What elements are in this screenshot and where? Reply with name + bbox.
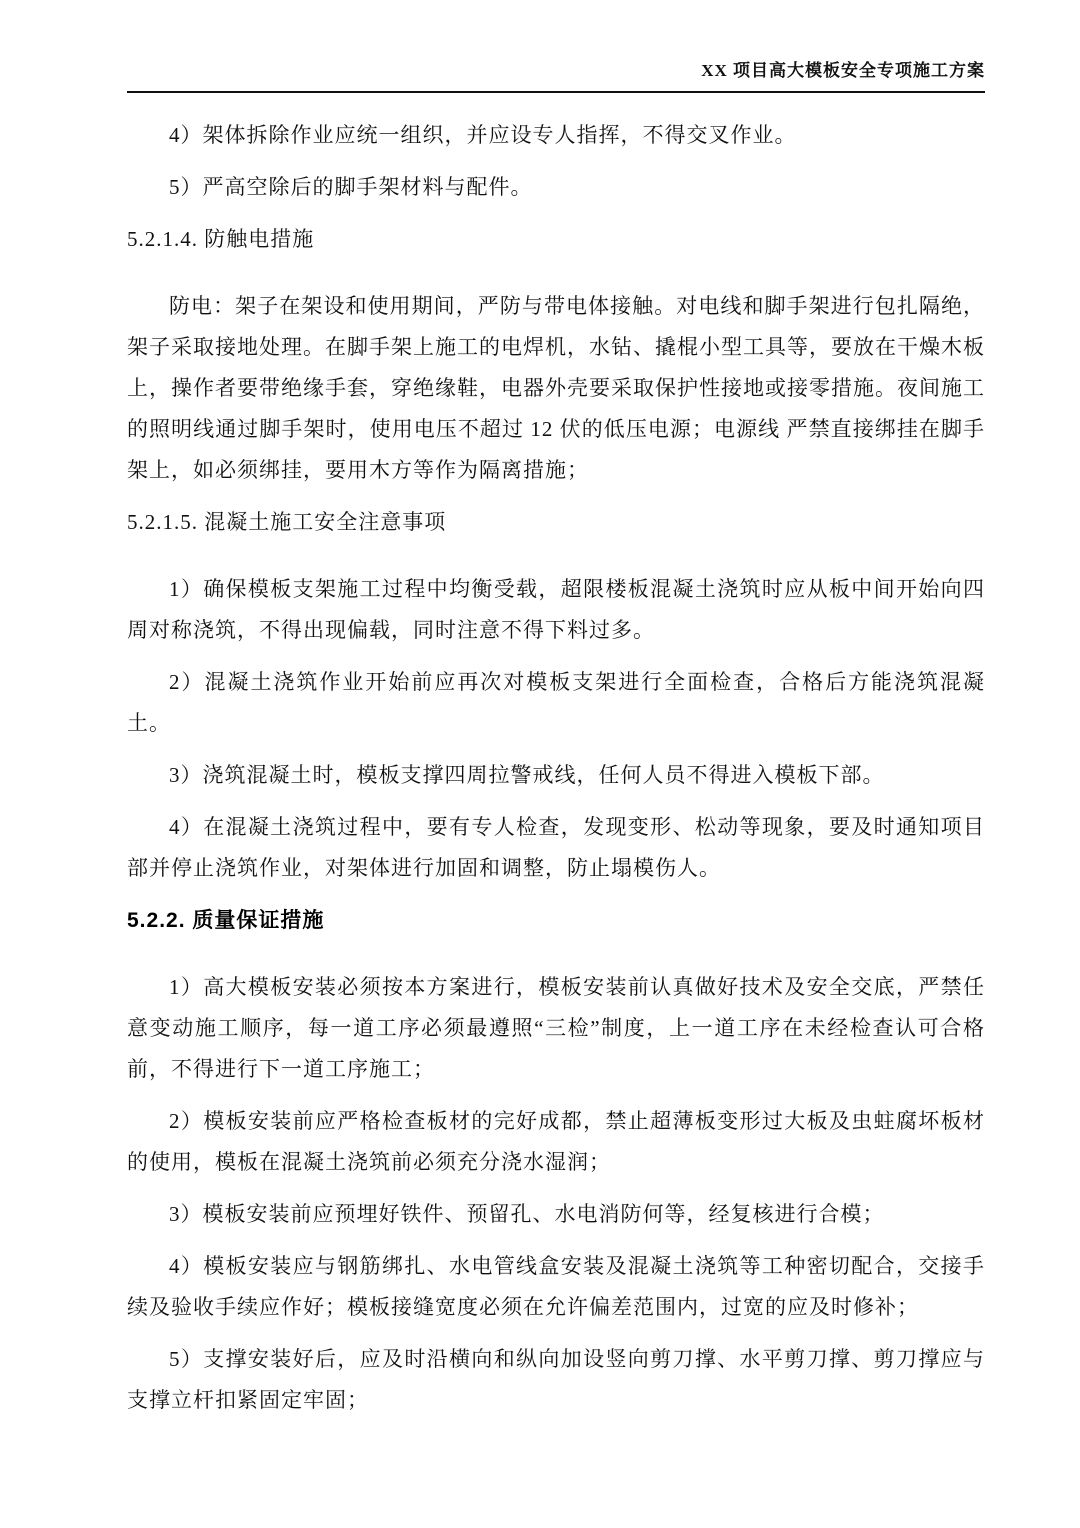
- paragraph: 1）高大模板安装必须按本方案进行，模板安装前认真做好技术及安全交底，严禁任意变动施工顺序，每一道工序必须最遵照“三检”制度，上一道工序在未经检查认可合格前，不得进行下一道工序施工；: [127, 975, 985, 1081]
- page-header: [127, 56, 985, 93]
- paragraph: 2）模板安装前应严格检查板材的完好成都，禁止超薄板变形过大板及虫蛀腐坏板材的使用，模板在混凝土浇筑前必须充分浇水湿润；: [127, 1109, 985, 1174]
- paragraph: 4）架体拆除作业应统一组织，并应设专人指挥，不得交叉作业。: [169, 123, 797, 147]
- paragraph: 5）支撑安装好后，应及时沿横向和纵向加设竖向剪刀撑、水平剪刀撑、剪刀撑应与支撑立杆扣紧固定牢固；: [127, 1347, 985, 1412]
- paragraph: 2）混凝土浇筑作业开始前应再次对模板支架进行全面检查，合格后方能浇筑混凝土。: [127, 670, 985, 735]
- paragraph: 3）模板安装前应预埋好铁件、预留孔、水电消防何等，经复核进行合模；: [169, 1202, 885, 1226]
- document-body: [127, 93, 985, 1421]
- paragraph: 4）模板安装应与钢筋绑扎、水电管线盒安装及混凝土浇筑等工种密切配合，交接手续及验收手续应作好；模板接缝宽度必须在允许偏差范围内，过宽的应及时修补；: [127, 1254, 985, 1319]
- section-heading-bold: 5.2.2. 质量保证措施: [127, 909, 325, 932]
- section-heading: 5.2.1.4. 防触电措施: [127, 227, 315, 251]
- paragraph: 5）严高空除后的脚手架材料与配件。: [169, 175, 533, 199]
- paragraph: 3）浇筑混凝土时，模板支撑四周拉警戒线，任何人员不得进入模板下部。: [169, 763, 885, 787]
- paragraph: 防电：架子在架设和使用期间，严防与带电体接触。对电线和脚手架进行包扎隔绝，架子采取接地处理。在脚手架上施工的电焊机，水钻、撬棍小型工具等，要放在干燥木板上，操作者要带绝缘手套，穿绝缘鞋，电器外壳要采取保护性接地或接零措施。夜间施工的照明线通过脚手架时，使用电压不超过 12 伏的低压电源；电源线 严禁直接绑挂在脚手架上，如必须绑挂，要用木方等作为隔离措施；: [127, 294, 985, 482]
- paragraph: 4）在混凝土浇筑过程中，要有专人检查，发现变形、松动等现象，要及时通知项目部并停止浇筑作业，对架体进行加固和调整，防止塌模伤人。: [127, 815, 985, 880]
- paragraph: 1）确保模板支架施工过程中均衡受载，超限楼板混凝土浇筑时应从板中间开始向四周对称浇筑，不得出现偏载，同时注意不得下料过多。: [127, 577, 985, 642]
- section-heading: 5.2.1.5. 混凝土施工安全注意事项: [127, 510, 447, 534]
- document-header-title: XX 项目高大模板安全专项施工方案: [701, 61, 985, 80]
